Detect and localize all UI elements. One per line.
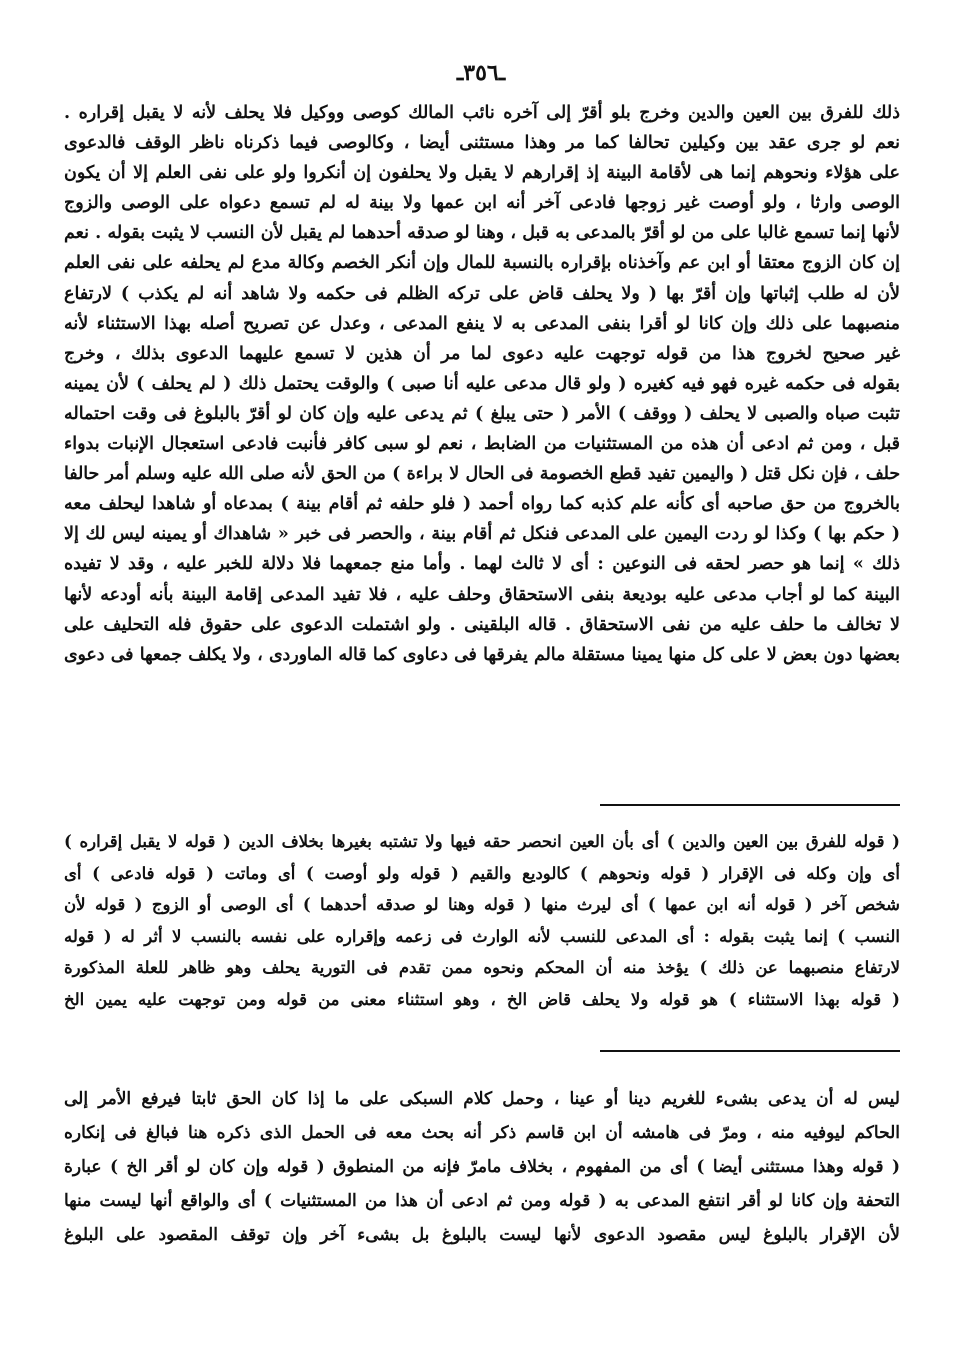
main-line: لأنها إنما تسمع غالبا على من لو أقرّ بالمدعى به قبل ، وهنا لو صدقه أحدهما لم يقبل لأن النسب لا يثبت بقوله . نعم [64,223,900,244]
commentary-line: ( قوله بهذا الاستثناء ) هو قوله ولا يحلف قاض الخ ، وهو استثناء معنى من قوله ومن توجهت عليه يمين الخ [64,989,900,1009]
main-line: بعضها دون بعض لا على كل منها يمينا مستقلة مالم يفرقها فى دعاوى كما قاله الماوردى ، ولا يكلف جمعها فى دعوى [64,644,900,665]
main-line: منصبهما على ذلك وإن كانا لو أقرا بنفى المدعى به لا ينفع المدعى ، وعدل عن تصريح أصله بهذا الاستثناء لأنه [64,313,900,334]
commentary-line: لارتفاع منصبهما عن ذلك ) يؤخذ منه أن المحكم ونحوه ممن تقدم فى التورية يحلف وهو ظاهر للعلة المذكورة [64,958,900,978]
main-line: قبل ، ومن ثم ادعى أن هذه من المستثنيات من الضابط ، نعم لو سبى كافر فأنبت فادعى استعجال الإنبات بدواء [64,434,900,455]
main-line: ( حكم بها ) وكذا لو ردت اليمين على المدعى فنكل ثم أقام بينة ، والحصر فى خبر « شاهداك أو يمينه ليس لك إلا [64,524,900,545]
commentary-line: ( قوله للفرق بين العين والدين ) أى بأن العين انحصر حقه فيها ولا تشتبه بغيرها بخلاف الدين ( قوله لا يقبل إقراره ) [64,832,900,851]
section-divider [600,804,900,806]
main-line: ذلك للفرق بين العين والدين وخرج بلو أقرّ إلى آخره نائب المالك كوصى ووكيل فلا يحلف لأنه لا يقبل إقراره . [64,103,900,123]
commentary-line: التحفة وإن كانا لو أقر انتفع المدعى به ( قوله ومن ثم ادعى أن هذا من المستثنيات ) أى والواقع أنها ليست منها [64,1191,900,1211]
commentary-block-2 [64,1082,900,1252]
commentary-block-1 [64,826,900,1016]
main-line: ذلك » إنما هو حصر لحقه فى النوعين : أى لا ثالث لهما . وأما منع جمعهما فلا دلالة للخبر عليه ، وقد لا تفيده [64,554,900,575]
commentary-line: النسب ) إنما يثبت بقوله : أى المدعى للنسب لأنه الوارث فى زعمه وإقراره على نفسه بالنسب لا أثر له ( قوله [64,926,900,946]
main-line: لأن له طلب إثباتها وإن أقرّ بها ( ولا يحلف قاض على تركه الظلم فى حكمه ولا شاهد أنه لم يكذب ) لارتفاع [64,283,900,304]
main-line: إن كان الزوج معتقا أو ابن عم وآخذناه بإقراره بالنسبة للمال وإن أنكر الخصم وكالة مدع لم يحلفه على نفى العلم [64,253,900,274]
main-line: البينة كما لو أجاب مدعى عليه بوديعة بنفى الاستحقاق وحلف عليه ، فلا تفيد المدعى إقامة البينة بأنه أودعه لأنها [64,584,900,605]
commentary-line: ليس له أن يدعى بشىء للغريم دينا أو عينا ، وحمل كلام السبكى على ما إذا كان الحق ثابتا فيرفع الأمر إلى [64,1089,900,1109]
commentary-line: الحاكم ليوفيه منه ، ومرّ فى هامشه أن ابن قاسم ذكر أنه بحث معه فى الحمل الذى ذكره هنا فبالغ فى إنكاره [64,1123,900,1143]
main-line: لا تخالف ما حلف عليه من نفى الاستحقاق . قاله البلقينى . ولو اشتملت الدعوى على حقوق فله التحليف على [64,614,900,635]
main-line: تثبت صباه والصبى لا يحلف ( ووقف ) الأمر ( حتى يبلغ ) ثم يدعى عليه وإن كان لو أقرّ بالبلوغ فى وقت احتماله [64,403,900,424]
page-number: ـ٣٥٦ـ [456,60,506,86]
main-text [64,98,900,670]
commentary-line: أى وإن وكله فى الإقرار ( قوله ونحوهم ) كالوديع والقيم ( قوله ولو أوصت ) أى وماتت ( قوله فادعى ) أى [64,863,900,883]
main-line: غير صحيح لخروج هذا من قوله توجهت عليه دعوى لما مر أن هذين لا تسمع عليهما الدعوى بذلك ، وخرج [64,343,900,364]
commentary-line: لأن الإقرار بالبلوغ ليس مقصود الدعوى لأنها ليست بالبلوغ بل بشىء آخر وإن توقف المقصود على البلوغ [64,1225,900,1245]
main-line: على هؤلاء ونحوهم إنما هى لأقامة البينة إذ إقرارهم لا يقبل ولا يحلفون إن أنكروا ولو على نفى العلم إلا أن يكون [64,163,900,184]
section-divider [600,1050,900,1052]
main-line: نعم لو جرى عقد بين وكيلين تحالفا كما مر وهذا مستثنى أيضا ، وكالوصى فيما ذكرناه ناظر الوقف فالدعوى [64,133,900,154]
main-line: حلف ، فإن نكل قتل ( واليمين تفيد قطع الخصومة فى الحال لا براءة ) من الحق لأنه صلى الله عليه وسلم أمر حالفا [64,464,900,485]
main-line: بقوله فى حكمه غيره فهو فيه كغيره ( ولو قال مدعى عليه أنا صبى ) والوقت يحتمل ذلك ( لم يحلف ) لأن يمينه [64,373,900,394]
commentary-line: ( قوله وهذا مستثنى أيضا ) أى من المفهوم ، بخلاف مامرّ فإنه من المنطوق ( قوله وإن كان لو أقر الخ ) عبارة [64,1157,900,1177]
commentary-line: شخص آخر ( قوله أنه ابن عمها ) أى ليرث منها ( قوله وهنا لو صدقه أحدهما ) أى الوصى أو الزوج ( قوله لأن [64,895,900,915]
main-line: بالخروج من حق صاحبه أى كأنه علم كذبه كما رواه أحمد ( فلو حلفه ثم أقام بينة ) بمدعاه أو شاهدا ليحلف معه [64,494,900,515]
main-line: الوصى وارثا ، ولو أوصت غير زوجها فادعى آخر أنه ابن عمها ولا بينة له لم تسمع دعواه على الوصى والزوج [64,193,900,214]
